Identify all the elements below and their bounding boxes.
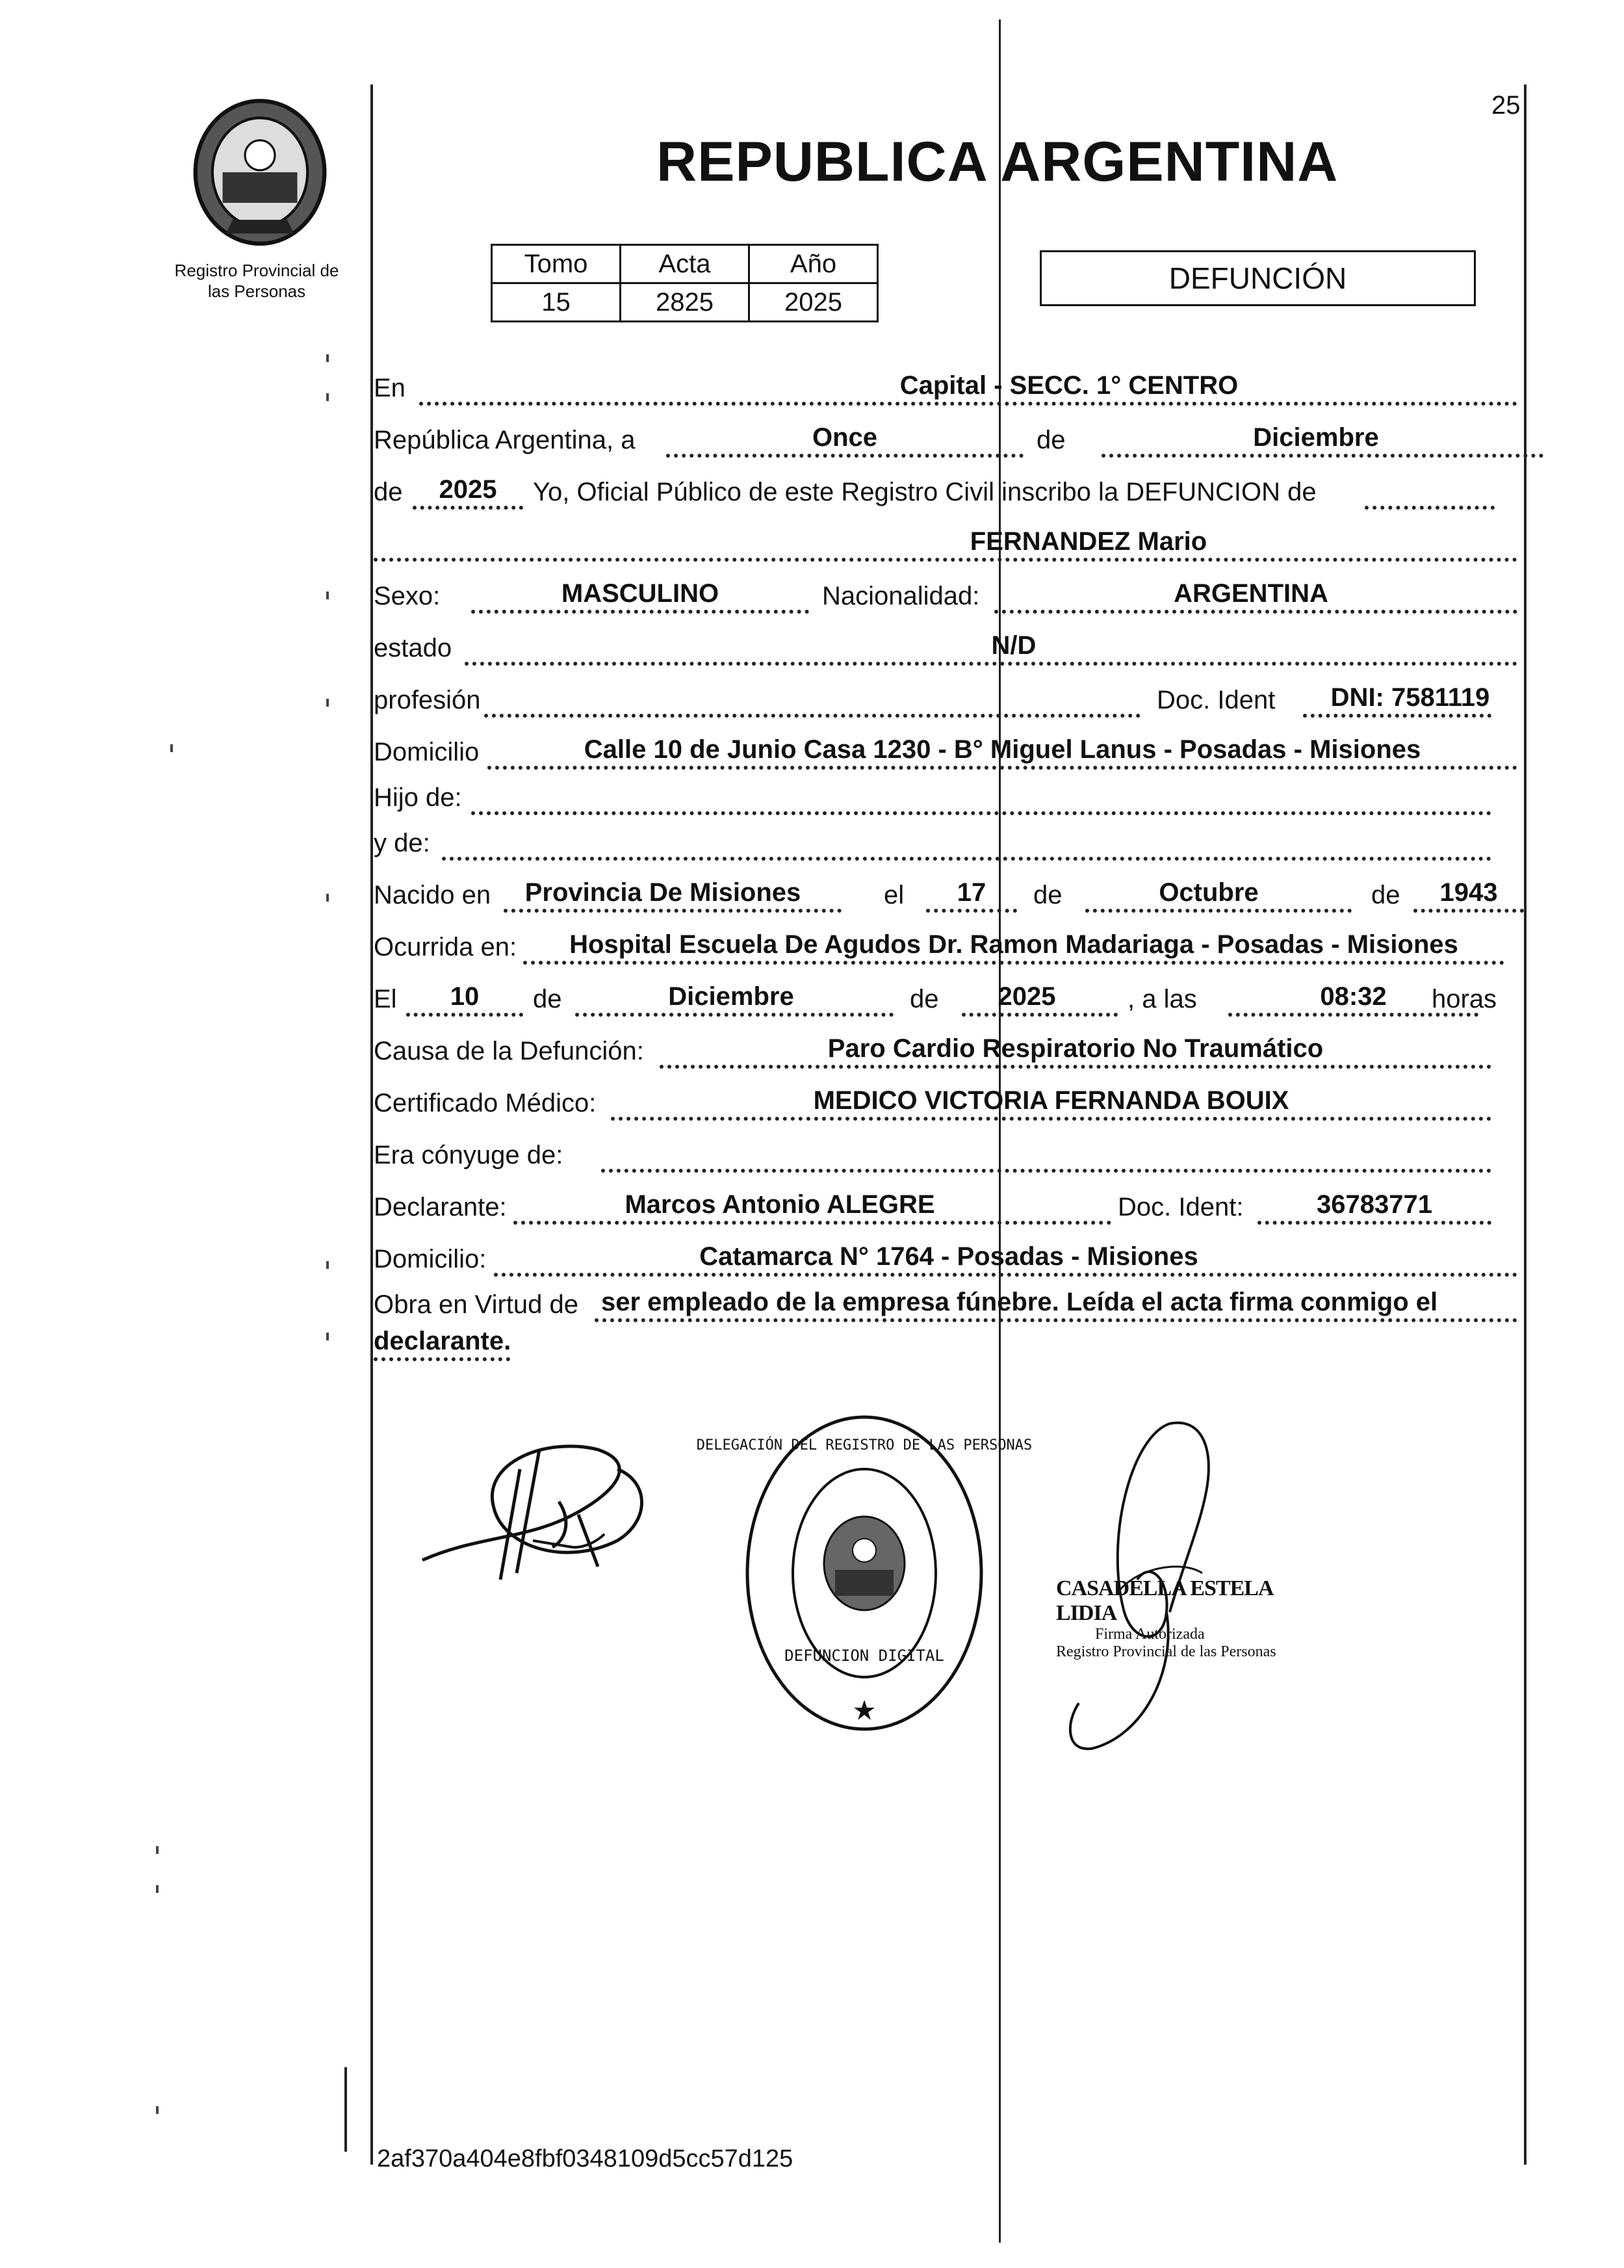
provincial-seal-icon [185, 98, 335, 247]
registry-seal-icon [696, 1404, 1033, 1742]
label-el-cap: El [374, 985, 397, 1013]
dotted-line [994, 610, 1517, 614]
value-declarante-doc: 36783771 [1317, 1190, 1432, 1219]
margin-mark [156, 1885, 159, 1893]
label-de: de [1037, 426, 1066, 454]
dotted-line [601, 1169, 1491, 1173]
label-profesion: profesión [374, 686, 481, 714]
value-declarante: Marcos Antonio ALEGRE [625, 1190, 935, 1219]
record-table-value-row [492, 283, 878, 322]
dotted-line [442, 857, 1491, 861]
dotted-line [660, 1065, 1491, 1069]
declarant-signature [403, 1411, 663, 1606]
record-table-header-row [492, 245, 878, 283]
far-left-rule [344, 2067, 347, 2152]
document-hash: 2af370a404e8fbf0348109d5cc57d125 [377, 2145, 793, 2172]
label-domicilio2: Domicilio: [374, 1245, 487, 1273]
seal-ring-text: DELEGACIÓN DEL REGISTRO DE LAS PERSONAS [696, 1437, 1033, 1453]
row-fecha-defuncion [374, 975, 1517, 1021]
registry-name [153, 260, 361, 302]
value-nacido-en: Provincia De Misiones [524, 878, 801, 907]
label-ocurrida-en: Ocurrida en: [374, 933, 517, 961]
record-kind-box: DEFUNCIÓN [1040, 250, 1476, 306]
margin-mark [326, 354, 329, 362]
row-ocurrida-en [374, 923, 1517, 969]
label-domicilio: Domicilio [374, 738, 480, 766]
row-domicilio [374, 728, 1517, 774]
dotted-line [1102, 454, 1543, 458]
dotted-line [1257, 1221, 1491, 1225]
dotted-line [484, 714, 1141, 718]
label-de: de [910, 985, 939, 1013]
value-mes: Diciembre [1253, 423, 1379, 452]
dotted-line [1413, 909, 1524, 913]
label-sexo: Sexo: [374, 582, 441, 610]
signer-name: CASADELLA ESTELA LIDIA [1056, 1576, 1272, 1625]
row-yo-oficial [374, 468, 1517, 514]
dotted-line [1303, 714, 1491, 718]
row-lugar [374, 364, 1517, 410]
dotted-line [513, 1221, 1111, 1225]
value-nac-mes: Octubre [1159, 878, 1259, 907]
dotted-line [611, 1117, 1491, 1121]
margin-mark [326, 592, 329, 599]
right-margin-rule [1524, 85, 1527, 2165]
label-el: el [884, 881, 905, 909]
margin-mark [156, 2106, 159, 2114]
margin-mark [326, 1261, 329, 1269]
label-causa: Causa de la Defunción: [374, 1037, 644, 1065]
label-de: de [533, 985, 562, 1013]
label-certificado: Certificado Médico: [374, 1089, 597, 1117]
margin-mark [326, 1333, 329, 1340]
value-dia-letras: Once [812, 423, 878, 452]
label-a-las: , a las [1128, 985, 1197, 1013]
record-table-cell: 2025 [749, 283, 878, 322]
row-domicilio-declarante [374, 1235, 1517, 1281]
dotted-line [666, 454, 1024, 458]
dotted-line [471, 610, 809, 614]
registry-name-line2: las Personas [207, 281, 306, 301]
dotted-line [465, 662, 1517, 666]
value-nac-dia: 17 [957, 878, 986, 907]
label-horas: horas [1432, 985, 1497, 1013]
row-profesion [374, 676, 1517, 722]
value-causa: Paro Cardio Respiratorio No Traumático [827, 1034, 1324, 1063]
row-y-de [374, 819, 1517, 865]
label-y-de: y de: [374, 829, 430, 857]
margin-mark [156, 1846, 159, 1854]
row-obra-cont [374, 1320, 1517, 1365]
row-causa [374, 1027, 1517, 1073]
value-ocurrida-en: Hospital Escuela De Agudos Dr. Ramon Madariaga - Posadas - Misiones [569, 930, 1458, 959]
row-nombre [374, 520, 1517, 566]
row-hijo-de [374, 774, 1517, 819]
signer-role: Firma Autorizada [1095, 1626, 1205, 1643]
value-anio: 2025 [439, 475, 497, 504]
margin-mark [326, 699, 329, 707]
dotted-line [1365, 506, 1495, 510]
label-obra: Obra en Virtud de [374, 1290, 579, 1319]
value-obra-texto: ser empleado de la empresa fúnebre. Leída el acta firma conmigo el [601, 1288, 1438, 1316]
row-declarante [374, 1183, 1517, 1229]
dotted-line [471, 811, 1491, 815]
signer-org: Registro Provincial de las Personas [1056, 1643, 1276, 1660]
label-de: de [1371, 881, 1400, 909]
label-declarante: Declarante: [374, 1193, 507, 1221]
value-domicilio: Calle 10 de Junio Casa 1230 - B° Miguel Lanus - Posadas - Misiones [584, 735, 1421, 764]
record-table-cell: 2825 [621, 283, 749, 322]
seal-inner-text: DEFUNCION DIGITAL [784, 1647, 944, 1665]
label-republica: República Argentina, a [374, 426, 636, 454]
label-doc-ident2: Doc. Ident: [1118, 1193, 1244, 1221]
dotted-line [406, 1013, 523, 1017]
value-declarante-domicilio: Catamarca N° 1764 - Posadas - Misiones [699, 1242, 1198, 1271]
dotted-line [926, 909, 1017, 913]
value-lugar: Capital - SECC. 1° CENTRO [899, 371, 1239, 400]
row-conyuge [374, 1131, 1517, 1177]
page-number: 25 [1491, 91, 1521, 120]
label-de: de [1033, 881, 1063, 909]
label-yo-oficial: Yo, Oficial Público de este Registro Civil inscribo la DEFUNCION de [533, 478, 1317, 506]
dotted-line [494, 1273, 1517, 1277]
row-nacimiento [374, 871, 1517, 917]
value-def-mes: Diciembre [668, 982, 794, 1011]
value-certificado: MEDICO VICTORIA FERNANDA BOUIX [813, 1086, 1289, 1115]
value-nac-anio: 1943 [1439, 878, 1498, 907]
value-def-anio: 2025 [998, 982, 1056, 1011]
label-doc-ident: Doc. Ident [1157, 686, 1276, 714]
margin-mark [170, 744, 173, 752]
value-nacionalidad: ARGENTINA [1174, 579, 1328, 608]
dotted-line [523, 961, 1504, 965]
value-dni: DNI: 7581119 [1330, 683, 1490, 712]
left-margin-rule [370, 85, 373, 2165]
label-estado: estado [374, 634, 452, 662]
label-en: En [374, 374, 406, 402]
value-def-hora: 08:32 [1320, 982, 1387, 1011]
page-title: REPUBLICA ARGENTINA [656, 131, 1339, 193]
record-table-header: Acta [621, 245, 749, 283]
label-nacido-en: Nacido en [374, 881, 491, 909]
margin-mark [326, 894, 329, 902]
dotted-line [487, 766, 1517, 770]
record-table-cell: 15 [492, 283, 621, 322]
margin-mark [326, 393, 329, 401]
row-estado [374, 624, 1517, 670]
row-sexo-nacionalidad [374, 572, 1517, 618]
value-sexo: MASCULINO [561, 579, 719, 608]
dotted-line [962, 1013, 1118, 1017]
value-nombre: FERNANDEZ Mario [970, 527, 1207, 556]
record-table-header: Año [749, 245, 878, 283]
registry-name-line1: Registro Provincial de [174, 261, 339, 280]
label-hijo-de: Hijo de: [374, 783, 462, 812]
record-table-header: Tomo [492, 245, 621, 283]
signer-stamp [1056, 1576, 1329, 1661]
label-nacionalidad: Nacionalidad: [822, 582, 980, 610]
row-certificado [374, 1079, 1517, 1125]
value-def-dia: 10 [450, 982, 480, 1011]
value-estado: N/D [991, 631, 1037, 660]
dotted-line [504, 909, 842, 913]
dotted-line [1085, 909, 1352, 913]
label-de: de [374, 478, 403, 506]
dotted-line [374, 1357, 510, 1361]
dotted-line [575, 1013, 894, 1017]
dotted-line [419, 402, 1517, 406]
dotted-line [374, 558, 1517, 562]
value-obra-texto2: declarante. [374, 1327, 511, 1355]
row-fecha-inscripcion [374, 416, 1517, 462]
label-conyuge: Era cónyuge de: [374, 1141, 563, 1169]
record-table [491, 244, 879, 322]
dotted-line [413, 506, 523, 510]
